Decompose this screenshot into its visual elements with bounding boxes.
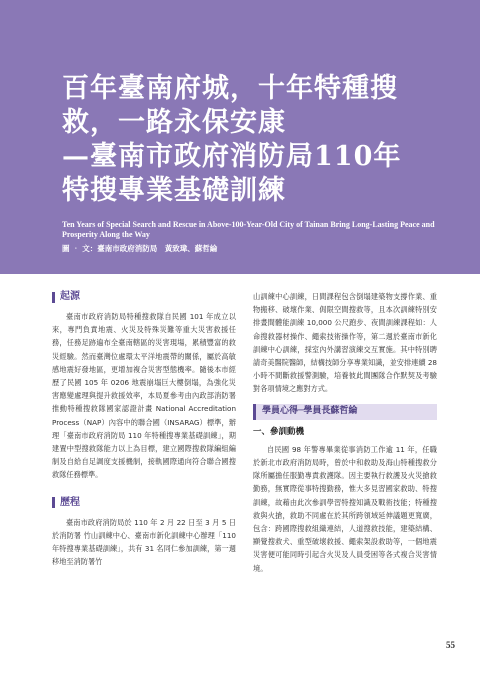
section-title: 起源 — [60, 291, 80, 303]
section-title: 歷程 — [60, 497, 80, 509]
paragraph: 山訓練中心訓練，日間課程包含倒塌建築物支撐作業、重物搬移、破壞作業、侷限空間搜救等，且本次訓練特別安排晝間體能訓練 10,000 公尺跑步、夜間訓練課程如：人命搜救器材操作、繩索技術操作等，第二週於臺南市新化訓練中心訓練，採室內外講習演練交互實施。其中特別聘請奇美醫院醫師，結構技師分享專業知識，並安排連續 28 小時不間斷救援警測驗，培養彼此間團隊合作默契及考驗對各項情境之應對方式。 — [253, 292, 437, 394]
section-title: 學員心得─學員長蘇哲綸 — [262, 406, 358, 417]
title-line: 百年臺南府城，十年特種搜 — [62, 73, 398, 104]
heading-bar-icon — [52, 292, 55, 303]
title-banner — [0, 0, 480, 274]
article-title — [62, 72, 462, 208]
byline: 圖 ‧ 文：臺南市政府消防局 黃致瑋、蘇哲綸 — [62, 244, 218, 253]
section-heading-process — [52, 496, 236, 510]
subsection-title: 一、參訓動機 — [253, 426, 305, 437]
title-line: 救，一路永保安康 — [62, 107, 286, 138]
english-subtitle: Ten Years of Special Search and Rescue in Above-100-Year-Old City of Tainan Bring Long-Lasting Peace and Prosperity Along the Way — [62, 220, 435, 239]
heading-bar-icon — [52, 497, 55, 508]
section-heading-reflections — [253, 404, 437, 420]
paragraph: 臺南市政府消防局特種搜救隊自民國 101 年成立以來，專門負責地震、火災及特殊災難等重大災害救援任務，任務足跡遍布全臺南轄區的災害現場，累積豐富的救災經驗。然而臺灣位處環太平洋地震帶的關係，屬於高敏感地震好發地區，更增加複合災害型態機率。隨後本市經歷了民國 105 年 0206 地震崩塌巨大樓倒塌，為強化災害應變處理與提升救援效率，本局夏參考由內政部消防署推動特種搜救隊國家認證計畫 National Accreditation Process（NAP）內容中的聯合國（INSARAG）標準，辦理「臺南市政府消防局 110 年特種搜專業基礎訓練」，期建置中型搜救隊能力以上為目標，建立國際搜救隊編組編制及自給自足調度支援機制，接軌國際通向符合聯合國搜救隊任務標準。 — [52, 312, 236, 480]
title-line: 特搜專業基礎訓練 — [62, 175, 286, 206]
section-heading-origin — [52, 290, 236, 304]
heading-bar-icon — [253, 404, 256, 420]
title-line: —臺南市政府消防局110年 — [62, 141, 402, 172]
page-number: 55 — [446, 640, 455, 650]
paragraph: 臺南市政府消防局於 110 年 2 月 22 日至 3 月 5 日於消防署 竹山訓練中心、臺南市新化訓練中心辦理「110 年特搜專業基礎訓練」，共有 31 名同仁參加訓練，第一週移地至消防署竹 — [52, 517, 236, 567]
paragraph: 自民國 98 年警專畢業從事消防工作逾 11 年，任職於新北市政府消防局時，曾於中和救助及海山特種搜救分隊所屬擔任服勤專責救護隊。因主要執行救護及火災搶救勤務，無實際從事特搜勤務，惟大多見習國家救助、特搜訓練，故藉由此次參訓學習特搜知識及戰術技能；特種搜救與火搶，救助不同處在於其所跨領域延伸議題更寬廣，包含：跨國際搜救組織連結，人道搜救技能，建築結構、顯覺搜救犬、重型破壞救援、繩索架設救助等，一個地震災害便可能同時引起含火災及人員受困等各式複合災害情境。 — [253, 444, 437, 573]
left-column — [52, 290, 236, 568]
right-column — [253, 290, 437, 575]
